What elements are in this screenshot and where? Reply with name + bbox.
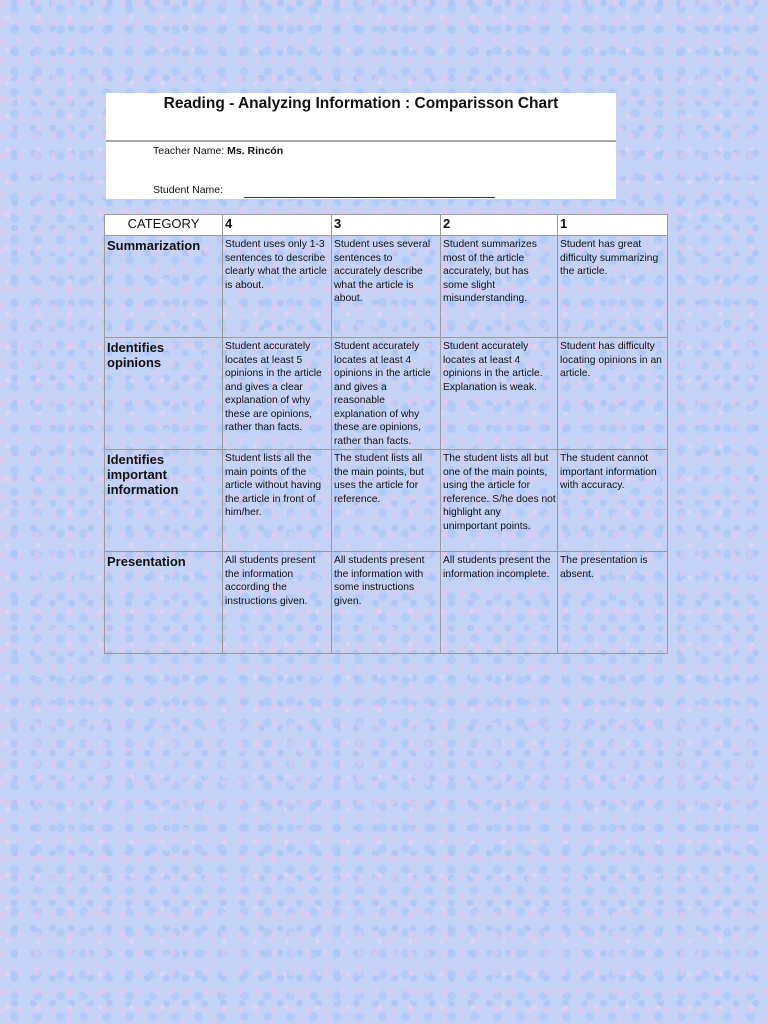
table-cell: Student uses several sentences to accurately describe what the article is about. bbox=[332, 236, 441, 338]
document-title: Reading - Analyzing Information : Comparisson Chart bbox=[163, 95, 559, 112]
table-cell: Student has great difficulty summarizing the article. bbox=[558, 236, 668, 338]
table-cell: Student lists all the main points of the article without having the article in front of him/her. bbox=[223, 450, 332, 552]
row-category: Summarization bbox=[105, 236, 223, 338]
student-name-blank bbox=[244, 197, 495, 198]
table-cell: All students present the information with some instructions given. bbox=[332, 552, 441, 654]
rubric-header bbox=[106, 93, 616, 199]
table-cell: The presentation is absent. bbox=[558, 552, 668, 654]
table-row bbox=[105, 450, 668, 552]
teacher-name: Ms. Rincón bbox=[227, 145, 284, 157]
column-header-3: 3 bbox=[332, 215, 441, 236]
table-cell: All students present the information incomplete. bbox=[441, 552, 558, 654]
table-cell: The student lists all but one of the main points, using the article for reference. S/he does not highlight any unimportant points. bbox=[441, 450, 558, 552]
table-cell: Student accurately locates at least 4 opinions in the article and gives a reasonable explanation of why these are opinions, rather than facts. bbox=[332, 338, 441, 450]
header-divider bbox=[106, 140, 616, 142]
table-cell: Student summarizes most of the article accurately, but has some slight misunderstanding. bbox=[441, 236, 558, 338]
column-header-2: 2 bbox=[441, 215, 558, 236]
column-header-4: 4 bbox=[223, 215, 332, 236]
table-cell: Student accurately locates at least 5 opinions in the article and gives a clear explanation of why these are opinions, rather than facts. bbox=[223, 338, 332, 450]
teacher-line bbox=[153, 145, 283, 157]
table-cell: Student uses only 1-3 sentences to describe clearly what the article is about. bbox=[223, 236, 332, 338]
table-row bbox=[105, 338, 668, 450]
table-row bbox=[105, 236, 668, 338]
table-cell: The student cannot important information with accuracy. bbox=[558, 450, 668, 552]
table-cell: Student has difficulty locating opinions in an article. bbox=[558, 338, 668, 450]
header-row bbox=[105, 215, 668, 236]
table-cell: Student accurately locates at least 4 opinions in the article. Explanation is weak. bbox=[441, 338, 558, 450]
rubric-table bbox=[104, 214, 668, 654]
row-category: Identifies opinions bbox=[105, 338, 223, 450]
teacher-label: Teacher Name: bbox=[153, 145, 225, 157]
table-cell: All students present the information according the instructions given. bbox=[223, 552, 332, 654]
student-label: Student Name: bbox=[153, 184, 224, 196]
row-category: Identifies important information bbox=[105, 450, 223, 552]
column-header-category: CATEGORY bbox=[105, 215, 223, 236]
column-header-1: 1 bbox=[558, 215, 668, 236]
table-cell: The student lists all the main points, but uses the article for reference. bbox=[332, 450, 441, 552]
table-row bbox=[105, 552, 668, 654]
row-category: Presentation bbox=[105, 552, 223, 654]
